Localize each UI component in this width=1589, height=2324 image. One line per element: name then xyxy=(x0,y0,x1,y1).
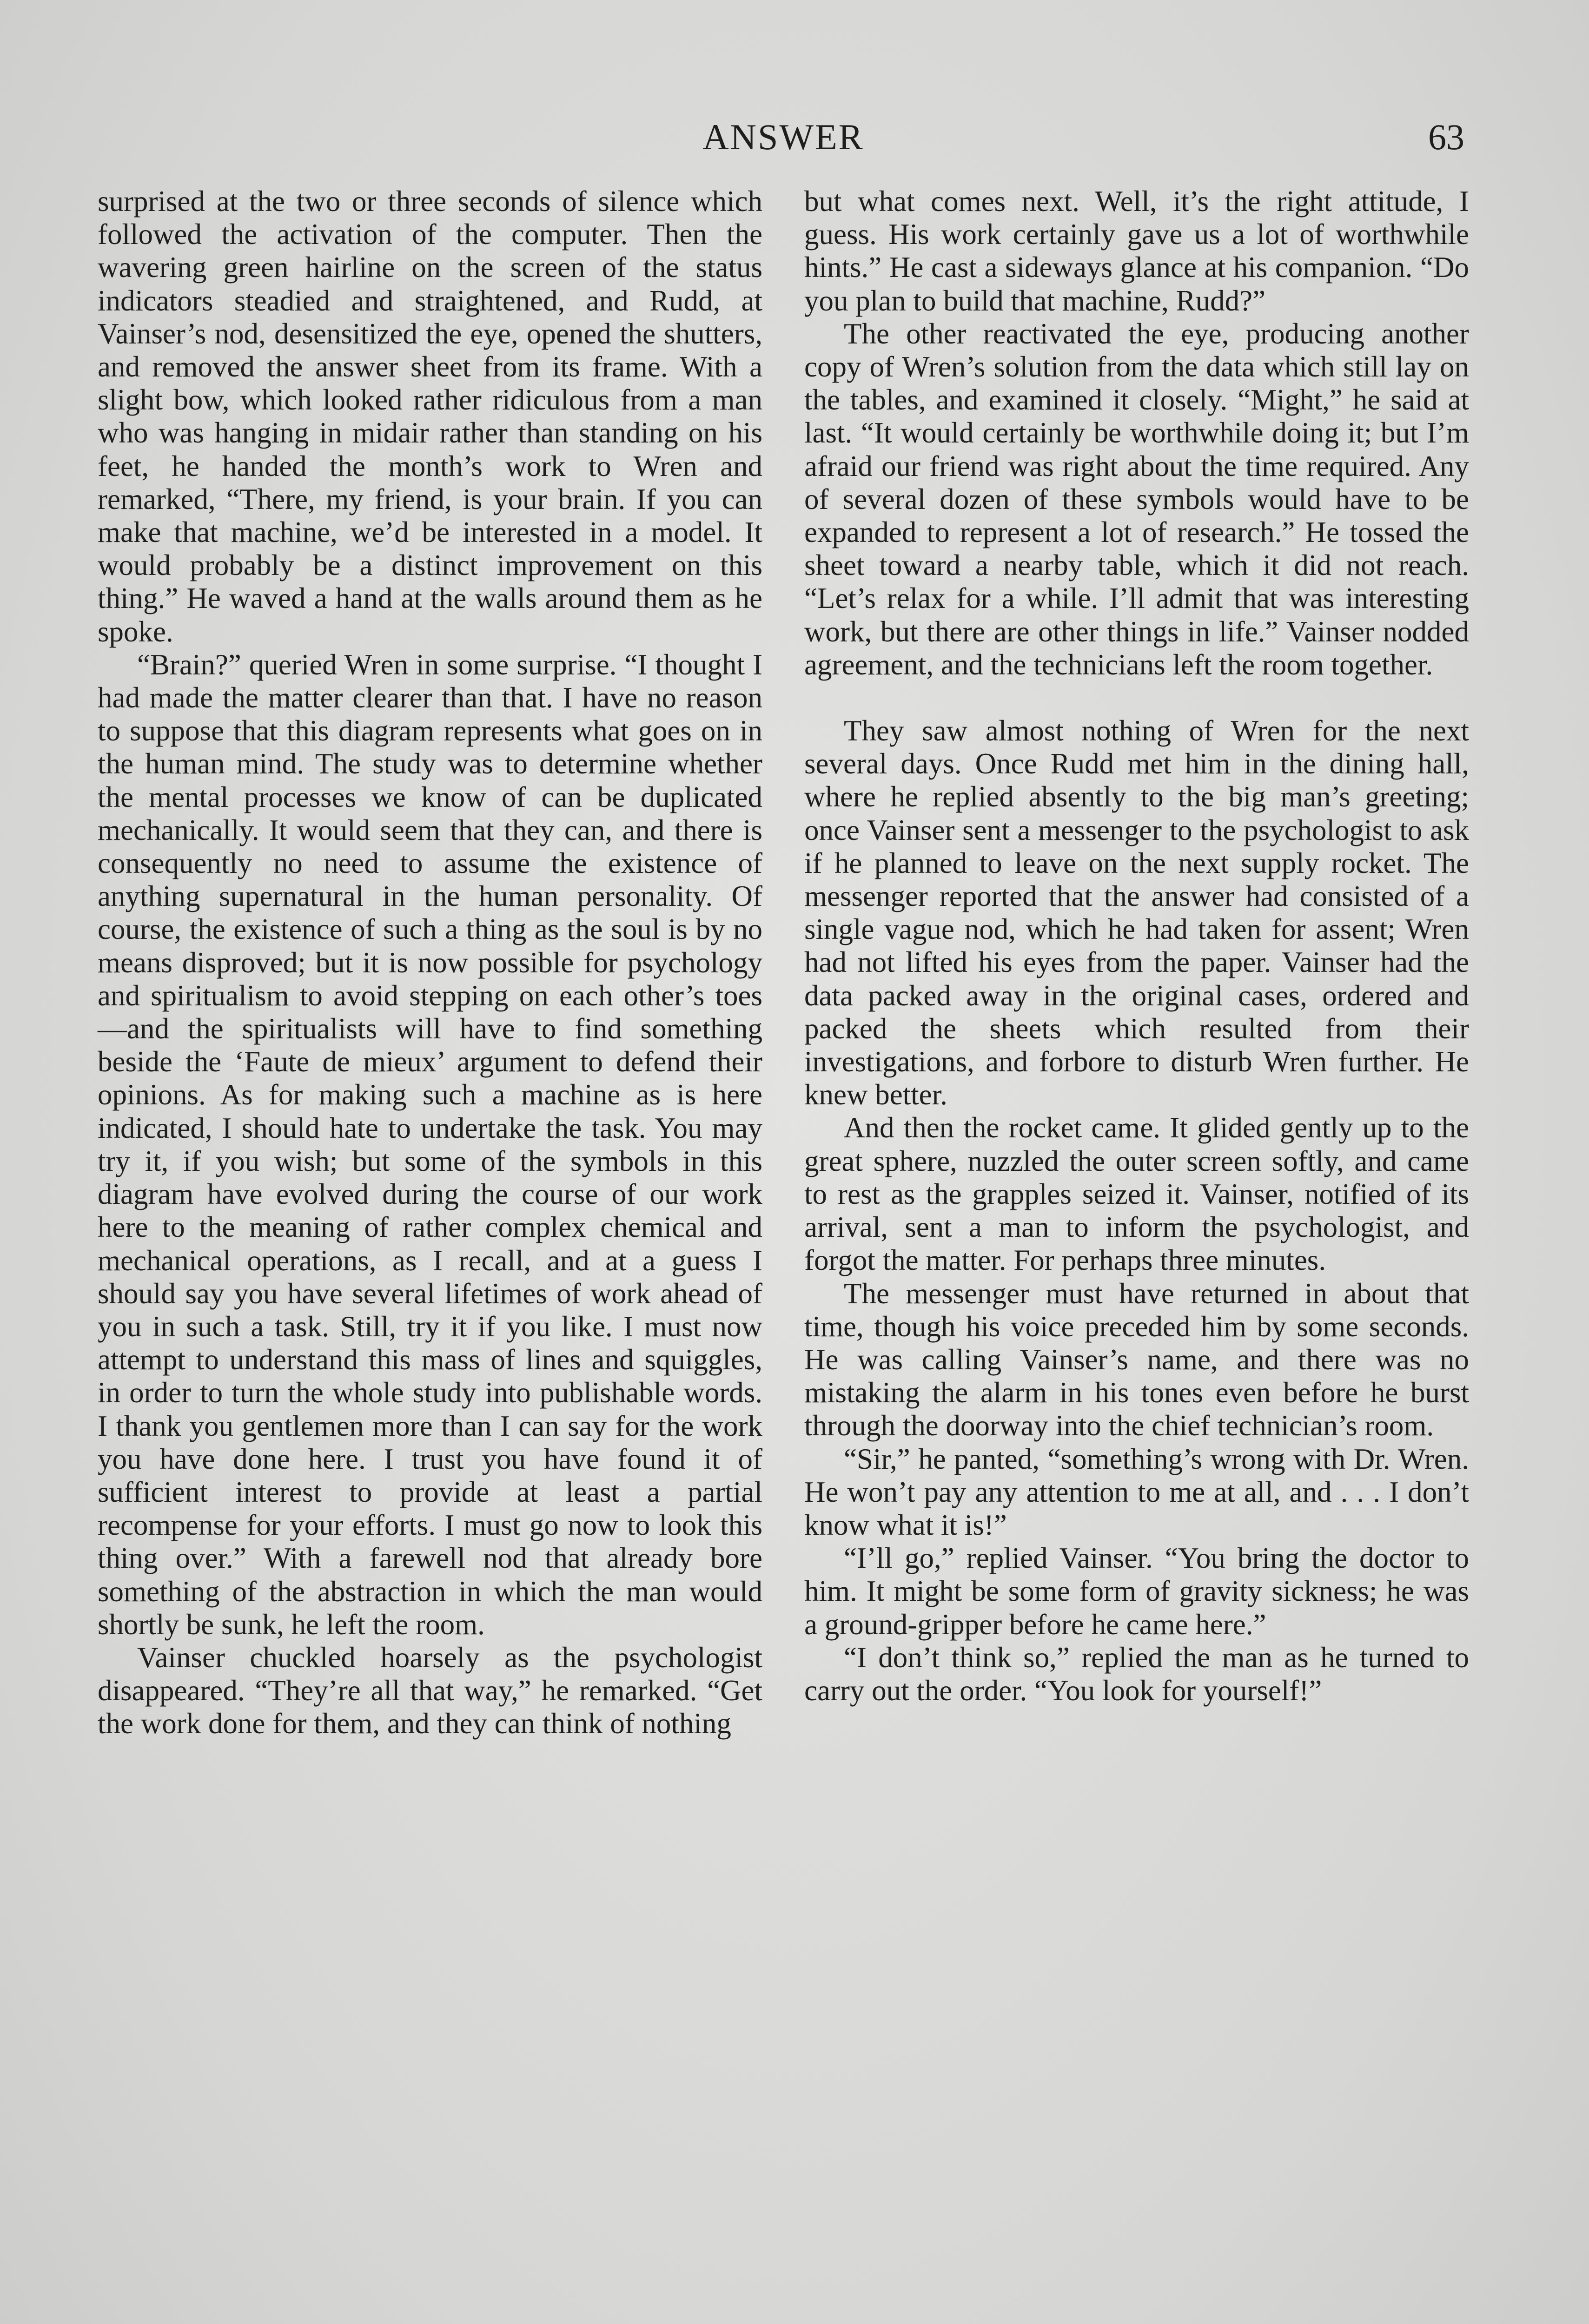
paragraph: Vainser chuckled hoarsely as the psychologist disappeared. “They’re all that way,” he remarked. “Get the work done for them, and they can think of nothing xyxy=(98,1641,762,1740)
paragraph: The other reactivated the eye, producing another copy of Wren’s solution from the data which still lay on the tables, and examined it closely. “Might,” he said at last. “It would certainly be worthwhile doing it; but I’m afraid our friend was right about the time required. Any of several dozen of these symbols would have to be expanded to represent a lot of research.” He tossed the sheet toward a nearby table, which it did not reach. “Let’s relax for a while. I’ll admit that was interesting work, but there are other things in life.” Vainser nodded agreement, and the technicians left the room together. xyxy=(804,317,1469,681)
left-column xyxy=(98,185,762,1741)
page-number: 63 xyxy=(1428,117,1464,157)
paragraph: “Brain?” queried Wren in some surprise. “I thought I had made the matter clearer than that. I have no reason to suppose that this diagram represents what goes on in the human mind. The study was to determine whether the mental processes we know of can be duplicated mechanically. It would seem that they can, and there is consequently no need to assume the existence of anything supernatural in the human personality. Of course, the existence of such a thing as the soul is by no means disproved; but it is now possible for psychology and spiritualism to avoid stepping on each other’s toes—and the spiritualists will have to find something beside the ‘Faute de mieux’ argument to defend their opinions. As for making such a machine as is here indicated, I should hate to undertake the task. You may try it, if you wish; but some of the symbols in this diagram have evolved during the course of our work here to the meaning of rather complex chemical and mechanical operations, as I recall, and at a guess I should say you have several lifetimes of work ahead of you in such a task. Still, try it if you like. I must now attempt to understand this mass of lines and squiggles, in order to turn the whole study into publishable words. I thank you gentlemen more than I can say for the work you have done here. I trust you have found it of sufficient interest to provide at least a partial recompense for your efforts. I must go now to look this thing over.” With a farewell nod that already bore something of the abstraction in which the man would shortly be sunk, he left the room. xyxy=(98,648,762,1641)
paragraph: “Sir,” he panted, “something’s wrong with Dr. Wren. He won’t pay any attention to me at all, and . . . I don’t know what it is!” xyxy=(804,1442,1469,1541)
chapter-title: ANSWER xyxy=(702,117,864,157)
paragraph: “I don’t think so,” replied the man as he turned to carry out the order. “You look for yourself!” xyxy=(804,1641,1469,1707)
paragraph: surprised at the two or three seconds of silence which followed the activation of the computer. Then the wavering green hairline on the screen of the status indicators steadied and straightened, and Rudd, at Vainser’s nod, desensitized the eye, opened the shutters, and removed the answer sheet from its frame. With a slight bow, which looked rather ridiculous from a man who was hanging in midair rather than standing on his feet, he handed the month’s work to Wren and remarked, “There, my friend, is your brain. If you can make that machine, we’d be interested in a model. It would probably be a distinct improvement on this thing.” He waved a hand at the walls around them as he spoke. xyxy=(98,185,762,648)
running-head xyxy=(102,116,1464,167)
paragraph: They saw almost nothing of Wren for the next several days. Once Rudd met him in the dining hall, where he replied absently to the big man’s greeting; once Vainser sent a messenger to the psychologist to ask if he planned to leave on the next supply rocket. The messenger reported that the answer had consisted of a single vague nod, which he had taken for assent; Wren had not lifted his eyes from the paper. Vainser had the data packed away in the original cases, ordered and packed the sheets which resulted from their investigations, and forbore to disturb Wren further. He knew better. xyxy=(804,714,1469,1111)
paragraph: The messenger must have returned in about that time, though his voice preceded him by some seconds. He was calling Vainser’s name, and there was no mistaking the alarm in his tones even before he burst through the doorway into the chief technician’s room. xyxy=(804,1277,1469,1442)
paragraph: And then the rocket came. It glided gently up to the great sphere, nuzzled the outer screen softly, and came to rest as the grapples seized it. Vainser, notified of its arrival, sent a man to inform the psychologist, and forgot the matter. For perhaps three minutes. xyxy=(804,1111,1469,1277)
paragraph: “I’ll go,” replied Vainser. “You bring the doctor to him. It might be some form of gravity sickness; he was a ground-gripper before he came here.” xyxy=(804,1542,1469,1641)
right-column xyxy=(804,185,1469,1707)
paragraph: but what comes next. Well, it’s the right attitude, I guess. His work certainly gave us a lot of worthwhile hints.” He cast a sideways glance at his companion. “Do you plan to build that machine, Rudd?” xyxy=(804,185,1469,317)
